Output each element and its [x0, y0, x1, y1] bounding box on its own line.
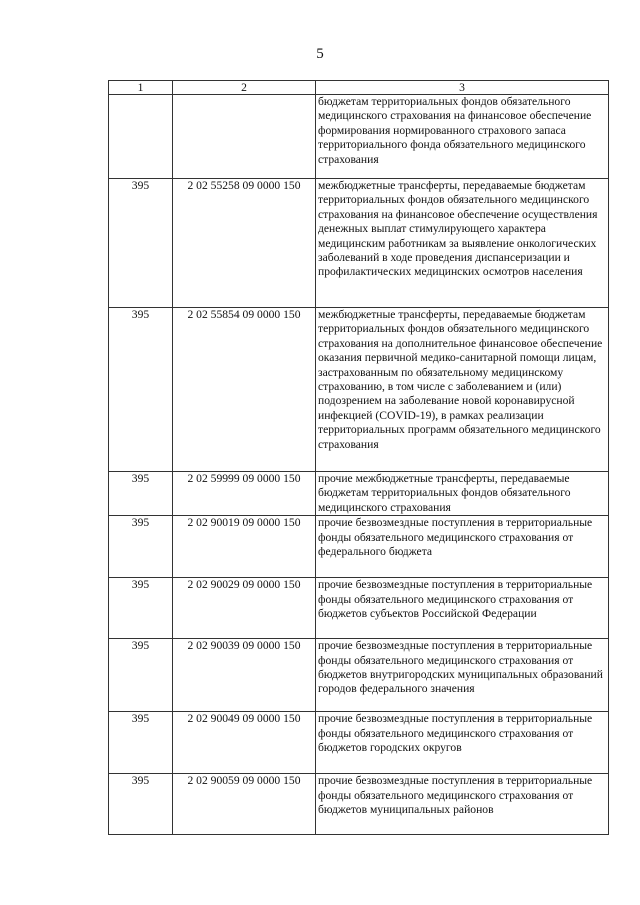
page-number: 5 — [316, 46, 324, 62]
column-header-admin: 1 — [109, 81, 173, 95]
table-row — [109, 774, 609, 835]
table-row — [109, 308, 609, 472]
admin-code-cell: 395 — [109, 308, 173, 472]
table-row — [109, 712, 609, 774]
income-code-cell — [173, 95, 316, 179]
admin-code-cell: 395 — [109, 179, 173, 308]
table-row — [109, 95, 609, 179]
income-code-cell: 2 02 90059 09 0000 150 — [173, 774, 316, 835]
income-code-cell: 2 02 90049 09 0000 150 — [173, 712, 316, 774]
description-cell: прочие безвозмездные поступления в территориальные фонды обязательного медицинского страхования от федерального бюджета — [316, 516, 609, 578]
table-row — [109, 639, 609, 712]
admin-code-cell — [109, 95, 173, 179]
admin-code-cell: 395 — [109, 639, 173, 712]
income-code-cell: 2 02 90029 09 0000 150 — [173, 578, 316, 639]
admin-code-cell: 395 — [109, 516, 173, 578]
admin-code-cell: 395 — [109, 774, 173, 835]
table-row — [109, 179, 609, 308]
description-cell: прочие безвозмездные поступления в территориальные фонды обязательного медицинского страхования от бюджетов муниципальных районов — [316, 774, 609, 835]
income-code-cell: 2 02 90039 09 0000 150 — [173, 639, 316, 712]
table-header-row — [109, 81, 609, 95]
table-row — [109, 516, 609, 578]
table-row — [109, 472, 609, 516]
income-code-cell: 2 02 55258 09 0000 150 — [173, 179, 316, 308]
description-cell: бюджетам территориальных фондов обязательного медицинского страхования на финансовое обеспечение формирования нормированного страхового запаса территориального фонда обязательного медицинского страхования — [316, 95, 609, 179]
income-code-cell: 2 02 55854 09 0000 150 — [173, 308, 316, 472]
admin-code-cell: 395 — [109, 578, 173, 639]
description-cell: прочие безвозмездные поступления в территориальные фонды обязательного медицинского страхования от бюджетов субъектов Российской Федерации — [316, 578, 609, 639]
admin-code-cell: 395 — [109, 472, 173, 516]
description-cell: межбюджетные трансферты, передаваемые бюджетам территориальных фондов обязательного медицинского страхования на финансовое обеспечение осуществления денежных выплат стимулирующего характера медицинским работникам за выявление онкологических заболеваний в ходе проведения диспансеризации и профилактических медицинских осмотров населения — [316, 179, 609, 308]
budget-codes-table — [108, 80, 609, 835]
description-cell: межбюджетные трансферты, передаваемые бюджетам территориальных фондов обязательного медицинского страхования на дополнительное финансовое обеспечение оказания первичной медико-санитарной помощи лицам, застрахованным по обязательному медицинскому страхованию, в том числе с заболеванием и (или) подозрением на заболевание новой коронавирусной инфекцией (COVID-19), в рамках реализации территориальных программ обязательного медицинского страхования — [316, 308, 609, 472]
description-cell: прочие межбюджетные трансферты, передаваемые бюджетам территориальных фондов обязательного медицинского страхования — [316, 472, 609, 516]
column-header-code: 2 — [173, 81, 316, 95]
admin-code-cell: 395 — [109, 712, 173, 774]
column-header-description: 3 — [316, 81, 609, 95]
description-cell: прочие безвозмездные поступления в территориальные фонды обязательного медицинского страхования от бюджетов внутригородских муниципальных образований городов федерального значения — [316, 639, 609, 712]
table-row — [109, 578, 609, 639]
income-code-cell: 2 02 59999 09 0000 150 — [173, 472, 316, 516]
income-code-cell: 2 02 90019 09 0000 150 — [173, 516, 316, 578]
description-cell: прочие безвозмездные поступления в территориальные фонды обязательного медицинского страхования от бюджетов городских округов — [316, 712, 609, 774]
